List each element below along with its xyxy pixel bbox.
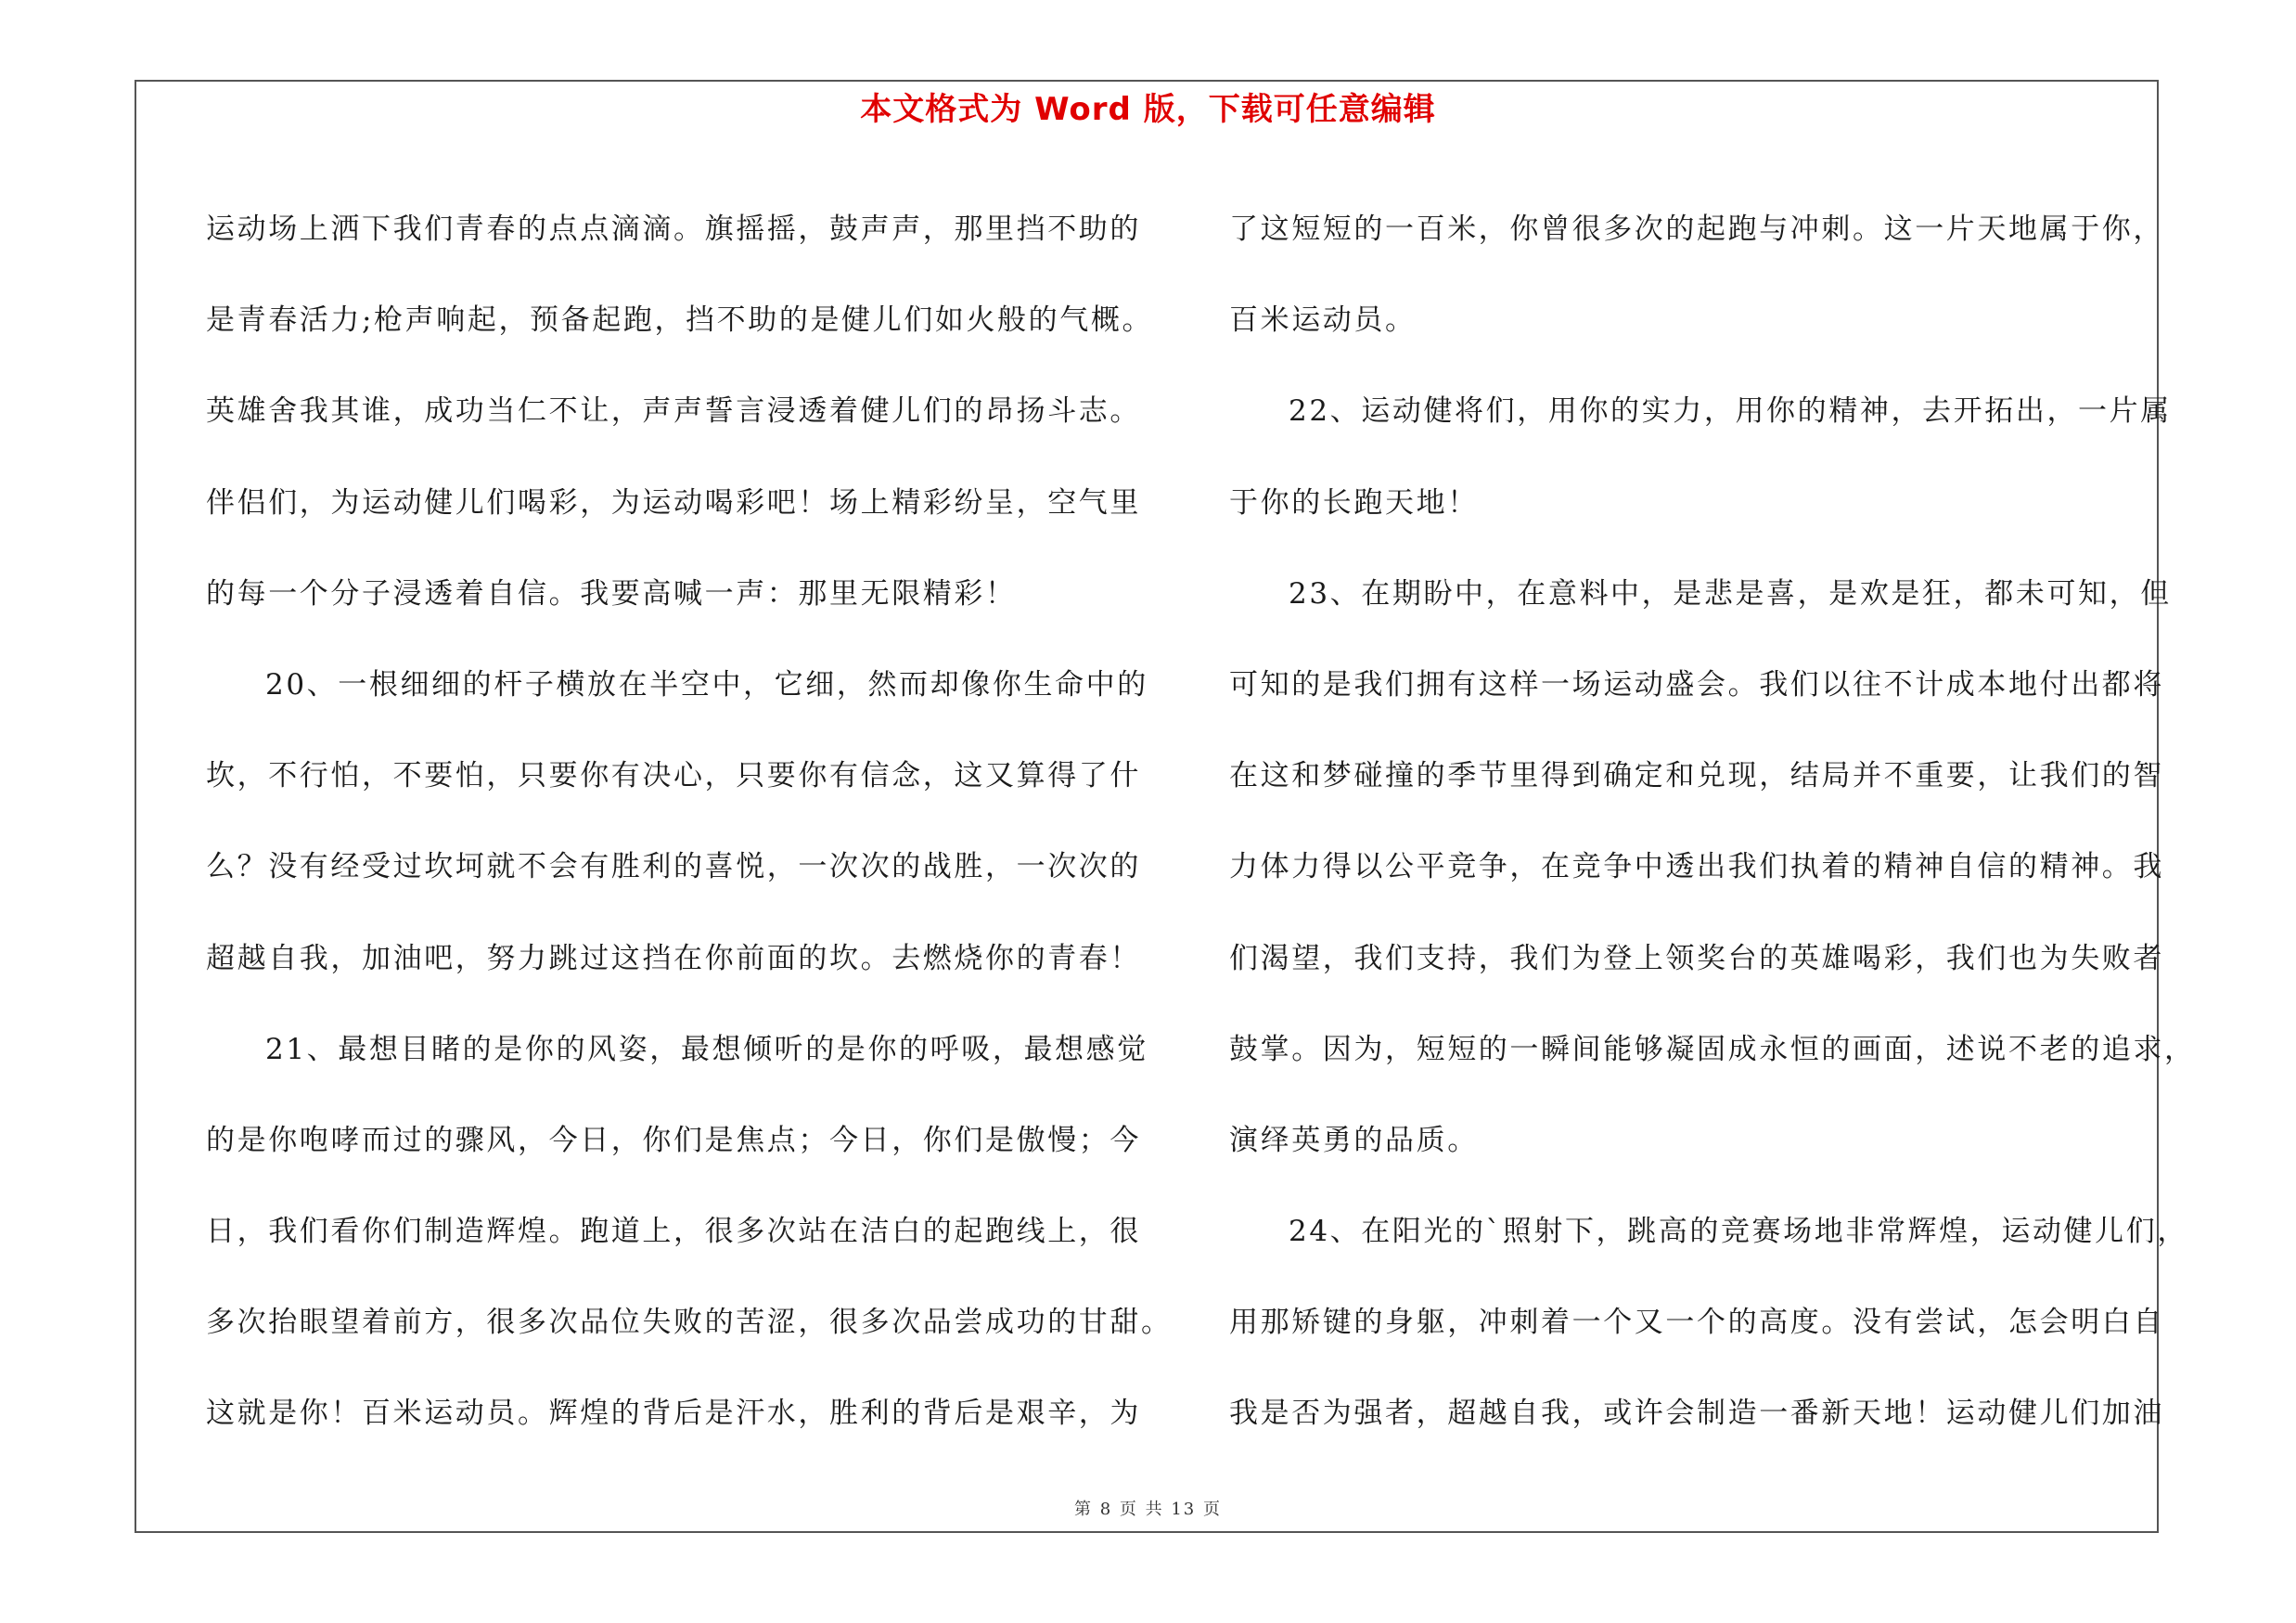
text-line: 百米运动员。 [1229, 303, 1417, 338]
text-line: 用那矫键的身躯，冲刺着一个又一个的高度。没有尝试，怎会明白自 [1229, 1306, 2164, 1340]
text-line: 的每一个分子浸透着自信。我要高喊一声：那里无限精彩！ [206, 576, 1017, 611]
text-line: 我是否为强者，超越自我，或许会制造一番新天地！运动健儿们加油 [1229, 1397, 2164, 1431]
text-line: 伴侣们，为运动健儿们喝彩，为运动喝彩吧！场上精彩纷呈，空气里 [206, 485, 1141, 520]
text-line: 可知的是我们拥有这样一场运动盛会。我们以往不计成本地付出都将 [1229, 667, 2164, 702]
text-line: 了这短短的一百米，你曾很多次的起跑与冲刺。这一片天地属于你， [1229, 213, 2164, 246]
text-line: 们渴望，我们支持，我们为登上领奖台的英雄喝彩，我们也为失败者 [1229, 941, 2164, 975]
word-format-banner: 本文格式为 Word 版，下载可任意编辑 [860, 91, 1436, 128]
text-line: 演绎英勇的品质。 [1229, 1123, 1479, 1157]
paragraph-21-start: 21、最想目睹的是你的风姿，最想倾听的是你的呼吸，最想感觉 [265, 1032, 1148, 1066]
right-text-column [1229, 184, 2196, 1460]
text-line: 坎，不行怕，不要怕，只要你有决心，只要你有信念，这又算得了什 [206, 759, 1141, 793]
text-line: 鼓掌。因为，短短的一瞬间能够凝固成永恒的画面，述说不老的追求， [1229, 1032, 2196, 1066]
text-line: 日，我们看你们制造辉煌。跑道上，很多次站在洁白的起跑线上，很 [206, 1215, 1141, 1249]
text-line: 力体力得以公平竞争，在竞争中透出我们执着的精神自信的精神。我 [1229, 850, 2164, 884]
paragraph-24-start: 24、在阳光的`照射下，跳高的竞赛场地非常辉煌，运动健儿们， [1289, 1215, 2188, 1249]
paragraph-20-start: 20、一根细细的杆子横放在半空中，它细，然而却像你生命中的 [265, 667, 1148, 702]
text-line: 于你的长跑天地！ [1229, 485, 1479, 520]
text-line: 多次抬眼望着前方，很多次品位失败的苦涩，很多次品尝成功的甘甜。 [206, 1306, 1173, 1340]
text-line: 是青春活力;枪声响起，预备起跑，挡不助的是健儿们如火般的气概。 [206, 303, 1154, 338]
left-text-column [206, 184, 1173, 1460]
page-number-footer: 第 8 页 共 13 页 [1074, 1500, 1222, 1519]
text-line: 的是你咆哮而过的骤风，今日，你们是焦点；今日，你们是傲慢；今 [206, 1123, 1141, 1157]
text-line: 英雄舍我其谁，成功当仁不让，声声誓言浸透着健儿们的昂扬斗志。 [206, 394, 1141, 429]
paragraph-23-start: 23、在期盼中，在意料中，是悲是喜，是欢是狂，都未可知，但 [1289, 576, 2172, 611]
text-line: 超越自我，加油吧，努力跳过这挡在你前面的坎。去燃烧你的青春！ [206, 941, 1141, 975]
paragraph-22-start: 22、运动健将们，用你的实力，用你的精神，去开拓出，一片属 [1289, 394, 2172, 429]
text-line: 么？没有经受过坎坷就不会有胜利的喜悦，一次次的战胜，一次次的 [206, 850, 1141, 884]
text-line: 运动场上洒下我们青春的点点滴滴。旗摇摇，鼓声声，那里挡不助的 [206, 213, 1141, 246]
text-line: 在这和梦碰撞的季节里得到确定和兑现，结局并不重要，让我们的智 [1229, 759, 2164, 793]
text-line: 这就是你！百米运动员。辉煌的背后是汗水，胜利的背后是艰辛，为 [206, 1397, 1141, 1431]
